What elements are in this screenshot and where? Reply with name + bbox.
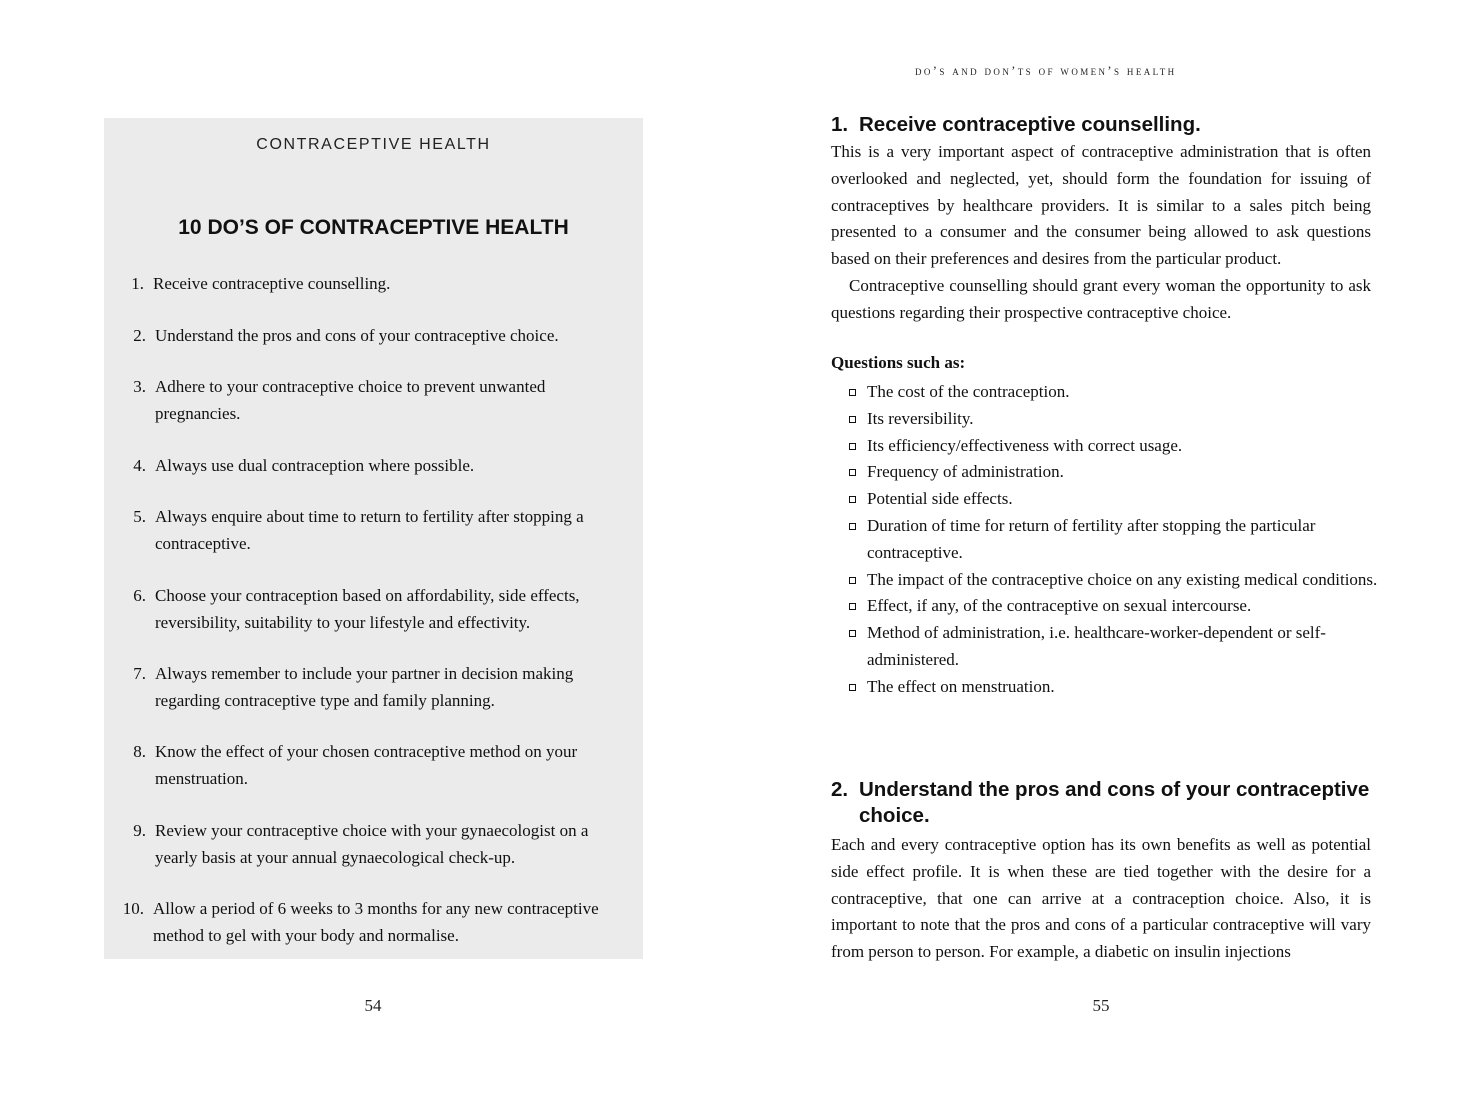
box-heading: 10 DO’S OF CONTRACEPTIVE HEALTH — [178, 216, 569, 239]
do-item-text: Always use dual contraception where possible. — [155, 456, 475, 475]
do-item-number: 3. — [133, 377, 146, 396]
list-item-text: Frequency of administration. — [867, 462, 1064, 482]
checkbox-bullet-icon — [849, 443, 856, 450]
do-item-number: 7. — [133, 664, 146, 683]
do-item-text: Always remember to include your partner in decision making regarding contraceptive type and family planning. — [155, 664, 574, 710]
list-item — [849, 406, 1379, 433]
section-number: 2. — [831, 778, 849, 801]
page-number: 54 — [364, 996, 382, 1015]
do-item-text: Receive contraceptive counselling. — [153, 274, 391, 293]
do-item-number: 2. — [133, 326, 146, 345]
paragraph: Contraceptive counselling should grant every woman the opportunity to ask questions regarding their prospective contraceptive choice. — [831, 276, 1371, 322]
list-item — [849, 567, 1379, 594]
checkbox-bullet-icon — [849, 469, 856, 476]
questions-list — [849, 379, 1379, 701]
do-item-text: Understand the pros and cons of your contraceptive choice. — [155, 326, 559, 345]
list-item-text: Potential side effects. — [867, 489, 1013, 509]
section-heading — [831, 112, 1371, 138]
list-item-text: Its efficiency/effectiveness with correct usage. — [867, 435, 1183, 455]
checkbox-bullet-icon — [849, 496, 856, 503]
list-item — [849, 459, 1379, 486]
list-item — [849, 620, 1379, 674]
section-number: 1. — [831, 113, 849, 136]
do-item-text: Adhere to your contraceptive choice to prevent unwanted pregnancies. — [155, 377, 546, 423]
do-item-number: 6. — [133, 586, 146, 605]
list-item — [849, 674, 1379, 701]
list-item-text: The cost of the contraception. — [867, 382, 1070, 401]
checkbox-bullet-icon — [849, 416, 856, 423]
do-item-number: 5. — [133, 507, 146, 526]
list-item — [849, 379, 1379, 406]
list-item — [849, 486, 1379, 513]
list-item-text: The impact of the contraceptive choice on any existing medical conditions. — [867, 569, 1378, 589]
do-item-text: Choose your contraception based on affordability, side effects, reversibility, suitability to your lifestyle and effectivity. — [155, 586, 580, 632]
do-item-text: Always enquire about time to return to fertility after stopping a contraceptive. — [155, 507, 584, 553]
list-item-text: Effect, if any, of the contraceptive on sexual intercourse. — [867, 596, 1252, 616]
checkbox-bullet-icon — [849, 389, 856, 396]
do-item-number: 10. — [122, 899, 144, 918]
list-item — [849, 593, 1379, 620]
checkbox-bullet-icon — [849, 684, 856, 691]
running-head: do’s and don’ts of women’s health — [915, 64, 1177, 78]
do-item-text: Allow a period of 6 weeks to 3 months for any new contraceptive method to gel with your body and normalise. — [153, 899, 599, 945]
paragraph: This is a very important aspect of contraceptive administration that is often overlooked and neglected, yet, should form the foundation for issuing of contraceptives by healthcare providers. It is similar to a sales pitch being presented to a consumer and the consumer being allowed to ask questions based on their preferences and desires from the particular product. — [831, 142, 1371, 269]
section-title: Receive contraceptive counselling. — [859, 113, 1201, 136]
list-item-text: Its reversibility. — [867, 408, 974, 428]
page-number: 55 — [1092, 996, 1110, 1015]
questions-label: Questions such as: — [831, 353, 966, 372]
do-item-text: Know the effect of your chosen contraceptive method on your menstruation. — [155, 742, 578, 788]
do-item-number: 1. — [131, 274, 144, 293]
box-label: CONTRACEPTIVE HEALTH — [256, 136, 491, 153]
section-title: Understand the pros and cons of your contraceptive choice. — [859, 778, 1370, 827]
checkbox-bullet-icon — [849, 523, 856, 530]
checkbox-bullet-icon — [849, 630, 856, 637]
do-item-number: 8. — [133, 742, 146, 761]
do-item-text: Review your contraceptive choice with your gynaecologist on a yearly basis at your annual gynaecological check-up. — [155, 821, 589, 867]
checkbox-bullet-icon — [849, 603, 856, 610]
do-item-number: 9. — [133, 821, 146, 840]
list-item — [849, 433, 1379, 460]
dos-list — [0, 0, 737, 1000]
list-item-text: Duration of time for return of fertility after stopping the particular contraceptive. — [867, 515, 1316, 562]
do-item-number: 4. — [133, 456, 146, 475]
list-item-text: The effect on menstruation. — [867, 676, 1055, 696]
list-item-text: Method of administration, i.e. healthcare-worker-dependent or self-administered. — [867, 623, 1326, 669]
checkbox-bullet-icon — [849, 577, 856, 584]
paragraph: Each and every contraceptive option has its own benefits as well as potential side effect profile. It is when these are tied together with the desire for a contraceptive, that one can arrive at a contraception choice. Also, it is important to note that the pros and cons of a particular contraceptive will vary from person to person. For example, a diabetic on insulin injections — [831, 835, 1371, 962]
right-page — [737, 0, 1474, 1106]
section-heading — [831, 777, 1371, 829]
list-item — [849, 513, 1379, 567]
